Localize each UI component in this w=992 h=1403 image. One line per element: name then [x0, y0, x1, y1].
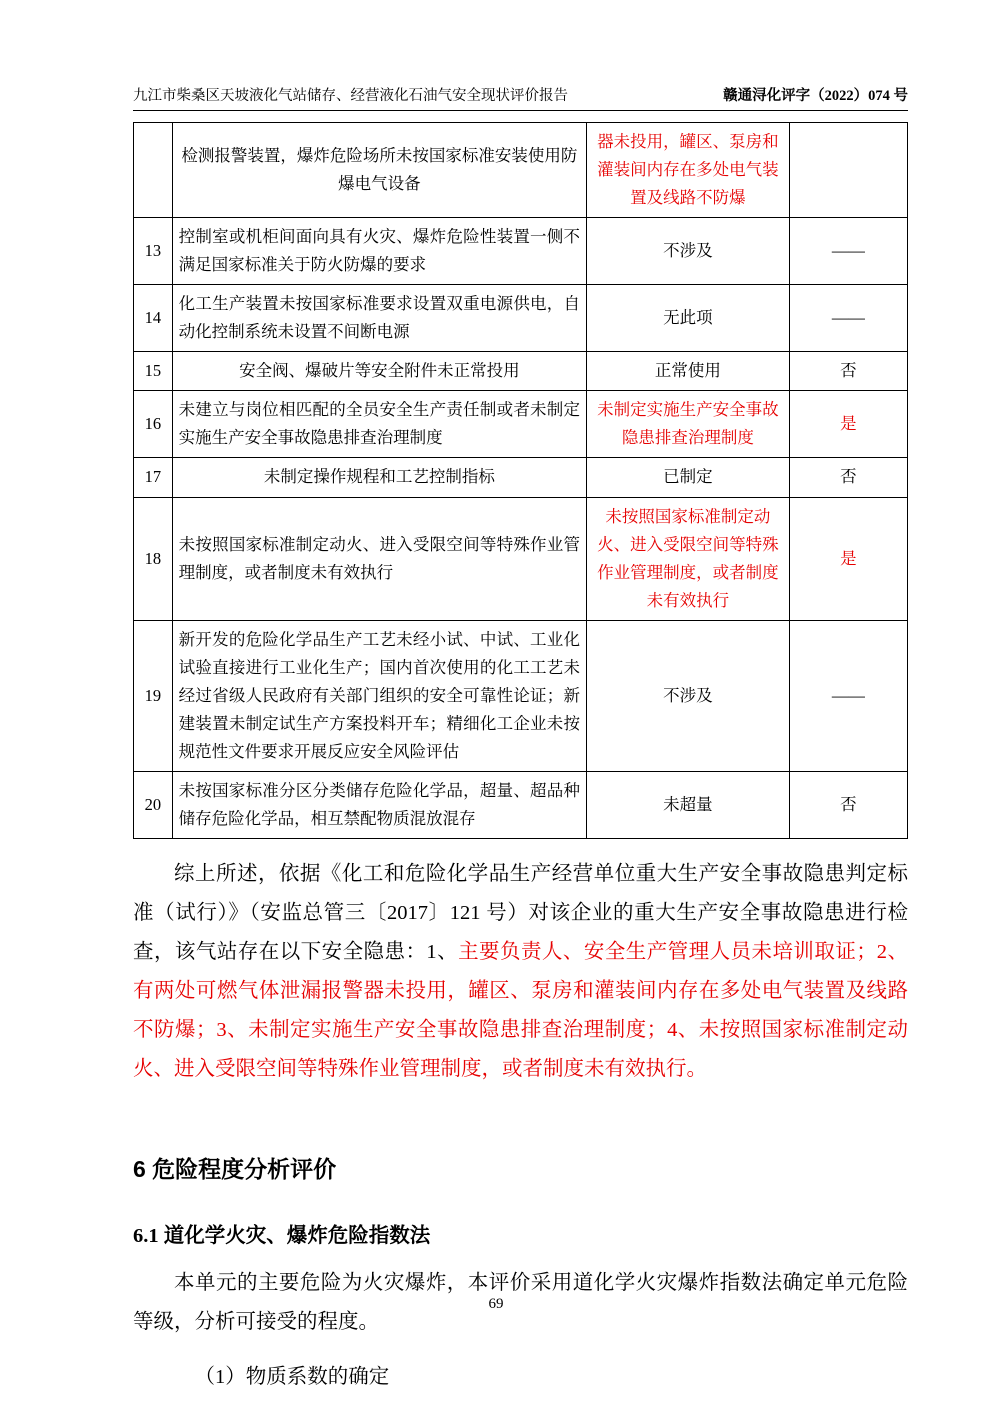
- header-document-number: 赣通浔化评字（2022）074 号: [723, 88, 908, 104]
- hazard-item-cell: 安全阀、爆破片等安全附件未正常投用: [172, 352, 586, 391]
- hazard-item-cell: 新开发的危险化学品生产工艺未经小试、中试、工业化试验直接进行工业化生产；国内首次使用的化工工艺未经过省级人民政府有关部门组织的安全可靠性论证；新建装置未制定试生产方案投料开车；精细化工企业未按规范性文件要求开展反应安全风险评估: [172, 620, 586, 771]
- check-result-cell: 正常使用: [587, 352, 790, 391]
- row-number-cell: [134, 123, 173, 218]
- row-number-cell: 18: [134, 497, 173, 620]
- body-paragraph: 本单元的主要危险为火灾爆炸，本评价采用道化学火灾爆炸指数法确定单元危险等级，分析可接受的程度。: [133, 1272, 908, 1334]
- judgement-cell: 是: [789, 391, 907, 458]
- row-number-cell: 20: [134, 771, 173, 838]
- header-report-title: 九江市柴桑区天坡液化气站储存、经营液化石油气安全现状评价报告: [133, 88, 568, 104]
- table-row: [134, 620, 908, 771]
- table-row: [134, 352, 908, 391]
- judgement-cell: [789, 123, 907, 218]
- summary-red-text: 主要负责人、安全生产管理人员未培训取证；2、有两处可燃气体泄漏报警器未投用，罐区、泵房和灌装间内存在多处电气装置及线路不防爆；3、未制定实施生产安全事故隐患排查治理制度；4、未按照国家标准制定动火、进入受限空间等特殊作业管理制度，或者制度未有效执行。: [133, 941, 909, 1081]
- hazard-item-cell: 未制定操作规程和工艺控制指标: [172, 458, 586, 497]
- hazard-item-cell: 控制室或机柜间面向具有火灾、爆炸危险性装置一侧不满足国家标准关于防火防爆的要求: [172, 218, 586, 285]
- section-heading: 6 危险程度分析评价: [133, 1156, 337, 1183]
- check-result-cell: 未按照国家标准制定动火、进入受限空间等特殊作业管理制度，或者制度未有效执行: [587, 497, 790, 620]
- page-header: [133, 84, 908, 111]
- judgement-cell: 否: [789, 458, 907, 497]
- table-row: [134, 285, 908, 352]
- table-row: [134, 458, 908, 497]
- check-result-cell: 不涉及: [587, 620, 790, 771]
- judgement-cell: ——: [789, 285, 907, 352]
- row-number-cell: 16: [134, 391, 173, 458]
- subsection-heading: 6.1 道化学火灾、爆炸危险指数法: [133, 1225, 431, 1248]
- judgement-cell: 否: [789, 771, 907, 838]
- table-row: [134, 497, 908, 620]
- row-number-cell: 15: [134, 352, 173, 391]
- judgement-cell: ——: [789, 620, 907, 771]
- page-content: [133, 84, 908, 1397]
- row-number-cell: 17: [134, 458, 173, 497]
- row-number-cell: 13: [134, 218, 173, 285]
- judgement-cell: 否: [789, 352, 907, 391]
- page-number: 69: [488, 1296, 504, 1312]
- check-result-cell: 未超量: [587, 771, 790, 838]
- hazard-table-body: [134, 123, 908, 839]
- check-result-cell: 不涉及: [587, 218, 790, 285]
- hazard-item-cell: 未按照国家标准制定动火、进入受限空间等特殊作业管理制度，或者制度未有效执行: [172, 497, 586, 620]
- table-row: [134, 123, 908, 218]
- table-row: [134, 391, 908, 458]
- hazard-item-cell: 检测报警装置，爆炸危险场所未按国家标准安装使用防爆电气设备: [172, 123, 586, 218]
- row-number-cell: 14: [134, 285, 173, 352]
- summary-paragraph: [133, 855, 908, 1089]
- row-number-cell: 19: [134, 620, 173, 771]
- hazard-item-cell: 未按国家标准分区分类储存危险化学品，超量、超品种储存危险化学品，相互禁配物质混放混存: [172, 771, 586, 838]
- hazard-item-cell: 化工生产装置未按国家标准要求设置双重电源供电，自动化控制系统未设置不间断电源: [172, 285, 586, 352]
- hazard-checklist-table: [133, 122, 908, 839]
- check-result-cell: 器未投用，罐区、泵房和灌装间内存在多处电气装置及线路不防爆: [587, 123, 790, 218]
- table-row: [134, 771, 908, 838]
- list-item-paragraph: （1）物质系数的确定: [194, 1366, 390, 1389]
- hazard-item-cell: 未建立与岗位相匹配的全员安全生产责任制或者未制定实施生产安全事故隐患排查治理制度: [172, 391, 586, 458]
- check-result-cell: 已制定: [587, 458, 790, 497]
- judgement-cell: ——: [789, 218, 907, 285]
- judgement-cell: 是: [789, 497, 907, 620]
- table-row: [134, 218, 908, 285]
- check-result-cell: 无此项: [587, 285, 790, 352]
- summary-black-text: 综上所述，依据《化工和危险化学品生产经营单位重大生产安全事故隐患判定标准（试行）》（安监总管三〔2017〕121 号）对该企业的重大生产安全事故隐患进行检查，该气站存在以下安全隐患：1、: [133, 863, 908, 964]
- check-result-cell: 未制定实施生产安全事故隐患排查治理制度: [587, 391, 790, 458]
